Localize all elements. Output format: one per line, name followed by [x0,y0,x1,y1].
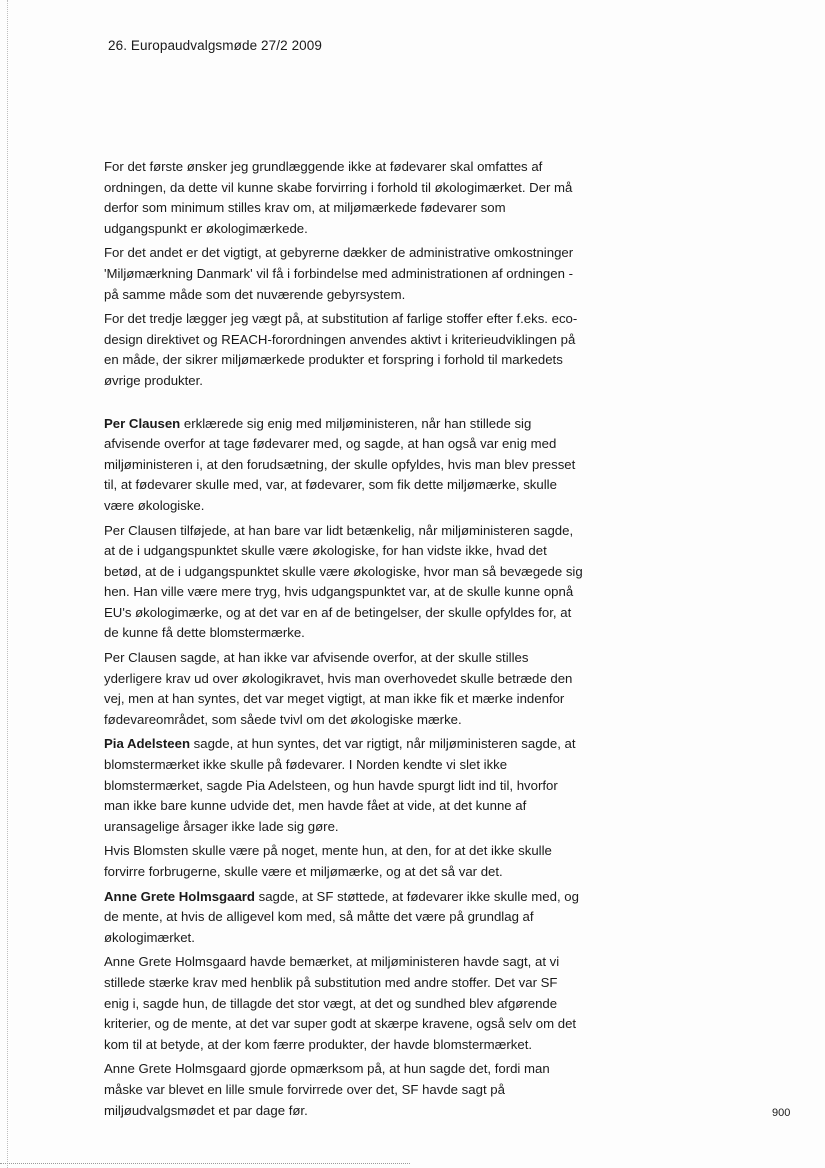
paragraph [104,157,586,239]
paragraph-text: sagde, at hun syntes, det var rigtigt, når miljøministeren sagde, at blomstermærket ikke skulle på fødevarer. I Norden kendte vi slet ikke blomstermærket, sagde Pia Adelsteen, og hun havde spurgt lidt ind til, hvorfor man ikke bare kunne udvide det, men havde fået at vide, at det kunne af uransagelige årsager ikke lade sig gøre. [104,736,576,834]
paragraph [104,521,586,645]
paragraph-text: Per Clausen tilføjede, at han bare var lidt betænkelig, når miljøministeren sagde, at de i udgangspunktet skulle være økologiske, for han vidste ikke, hvad det betød, at de i udgangspunktet skulle være økologiske, hvor man så bevægede sig hen. Han ville være mere tryg, hvis udgangspunktet var, at de skulle kunne opnå EU's økologimærke, og at det var en af de betingelser, der skulle opfyldes for, at de kunne få dette blomstermærke. [104,522,583,641]
scan-left-edge [7,0,8,1168]
paragraph-text: Anne Grete Holmsgaard gjorde opmærksom på, at hun sagde det, fordi man måske var blevet en lille smule forvirrede over det, SF havde sagt på miljøudvalgsmødet et par dage før. [104,1061,550,1118]
paragraph-text: erklærede sig enig med miljøministeren, når han stillede sig afvisende overfor at tage fødevarer med, og sagde, at han også var enig med miljøministeren i, at den forudsætning, der skulle opfyldes, hvis man blev presset til, at fødevarer skulle med, var, at fødevarer, som fik dette miljømærke, skulle være økologiske. [104,415,576,513]
paragraph-text: Anne Grete Holmsgaard havde bemærket, at miljøministeren havde sagt, at vi stillede stærke krav med henblik på substitution med andre stoffer. Det var SF enig i, sagde hun, de tillagde det stor vægt, at det og sundhed blev afgørende kriterier, og de mente, at det var super godt at skærpe kravene, også selv om det kom til at betyde, at der kom færre produkter, der havde blomstermærket. [104,954,577,1052]
document-body [104,157,586,1125]
paragraph-text: For det tredje lægger jeg vægt på, at substitution af farlige stoffer efter f.eks. eco-design direktivet og REACH-forordningen anvendes aktivt i kriterieudviklingen på en måde, der sikrer miljømærkede produkter et forspring i forhold til markedets øvrige produkter. [104,311,578,388]
paragraph [104,841,586,882]
paragraph [104,734,586,837]
paragraph-text: sagde, at SF støttede, at fødevarer ikke skulle med, og de mente, at hvis de alligevel kom med, så måtte det være på grundlag af økologimærket. [104,888,579,945]
paragraph [104,887,586,949]
paragraph [104,952,586,1055]
paragraph [104,1059,586,1121]
paragraph-text: For det første ønsker jeg grundlæggende ikke at fødevarer skal omfattes af ordningen, da dette vil kunne skabe forvirring i forhold til økologimærket. Der må derfor som minimum stilles krav om, at miljømærkede fødevarer som udgangspunkt er økologimærkede. [104,159,573,236]
page-header: 26. Europaudvalgsmøde 27/2 2009 [108,38,322,53]
paragraph [104,309,586,391]
paragraph-text: Per Clausen sagde, at han ikke var afvisende overfor, at der skulle stilles yderligere krav ud over økologikravet, hvis man overhovedet skulle betræde den vej, men at han syntes, det var meget vigtigt, at man ikke fik et mærke indenfor fødevareområdet, som såede tvivl om det økologiske mærke. [104,650,573,727]
paragraph [104,648,586,730]
paragraph [104,243,586,305]
speaker-name: Anne Grete Holmsgaard [104,888,255,904]
paragraph [104,414,586,517]
page-number: 900 [772,1107,791,1119]
speaker-name: Per Clausen [104,415,181,431]
paragraph-text: Hvis Blomsten skulle være på noget, mente hun, at den, for at det ikke skulle forvirre forbrugerne, skulle være et miljømærke, og at det så var det. [104,843,552,879]
scan-bottom-edge [0,1163,410,1164]
paragraph-text: For det andet er det vigtigt, at gebyrerne dækker de administrative omkostninger 'Miljømærkning Danmark' vil få i forbindelse med administrationen af ordningen - på samme måde som det nuværende gebyrsystem. [104,245,574,302]
speaker-name: Pia Adelsteen [104,736,190,752]
